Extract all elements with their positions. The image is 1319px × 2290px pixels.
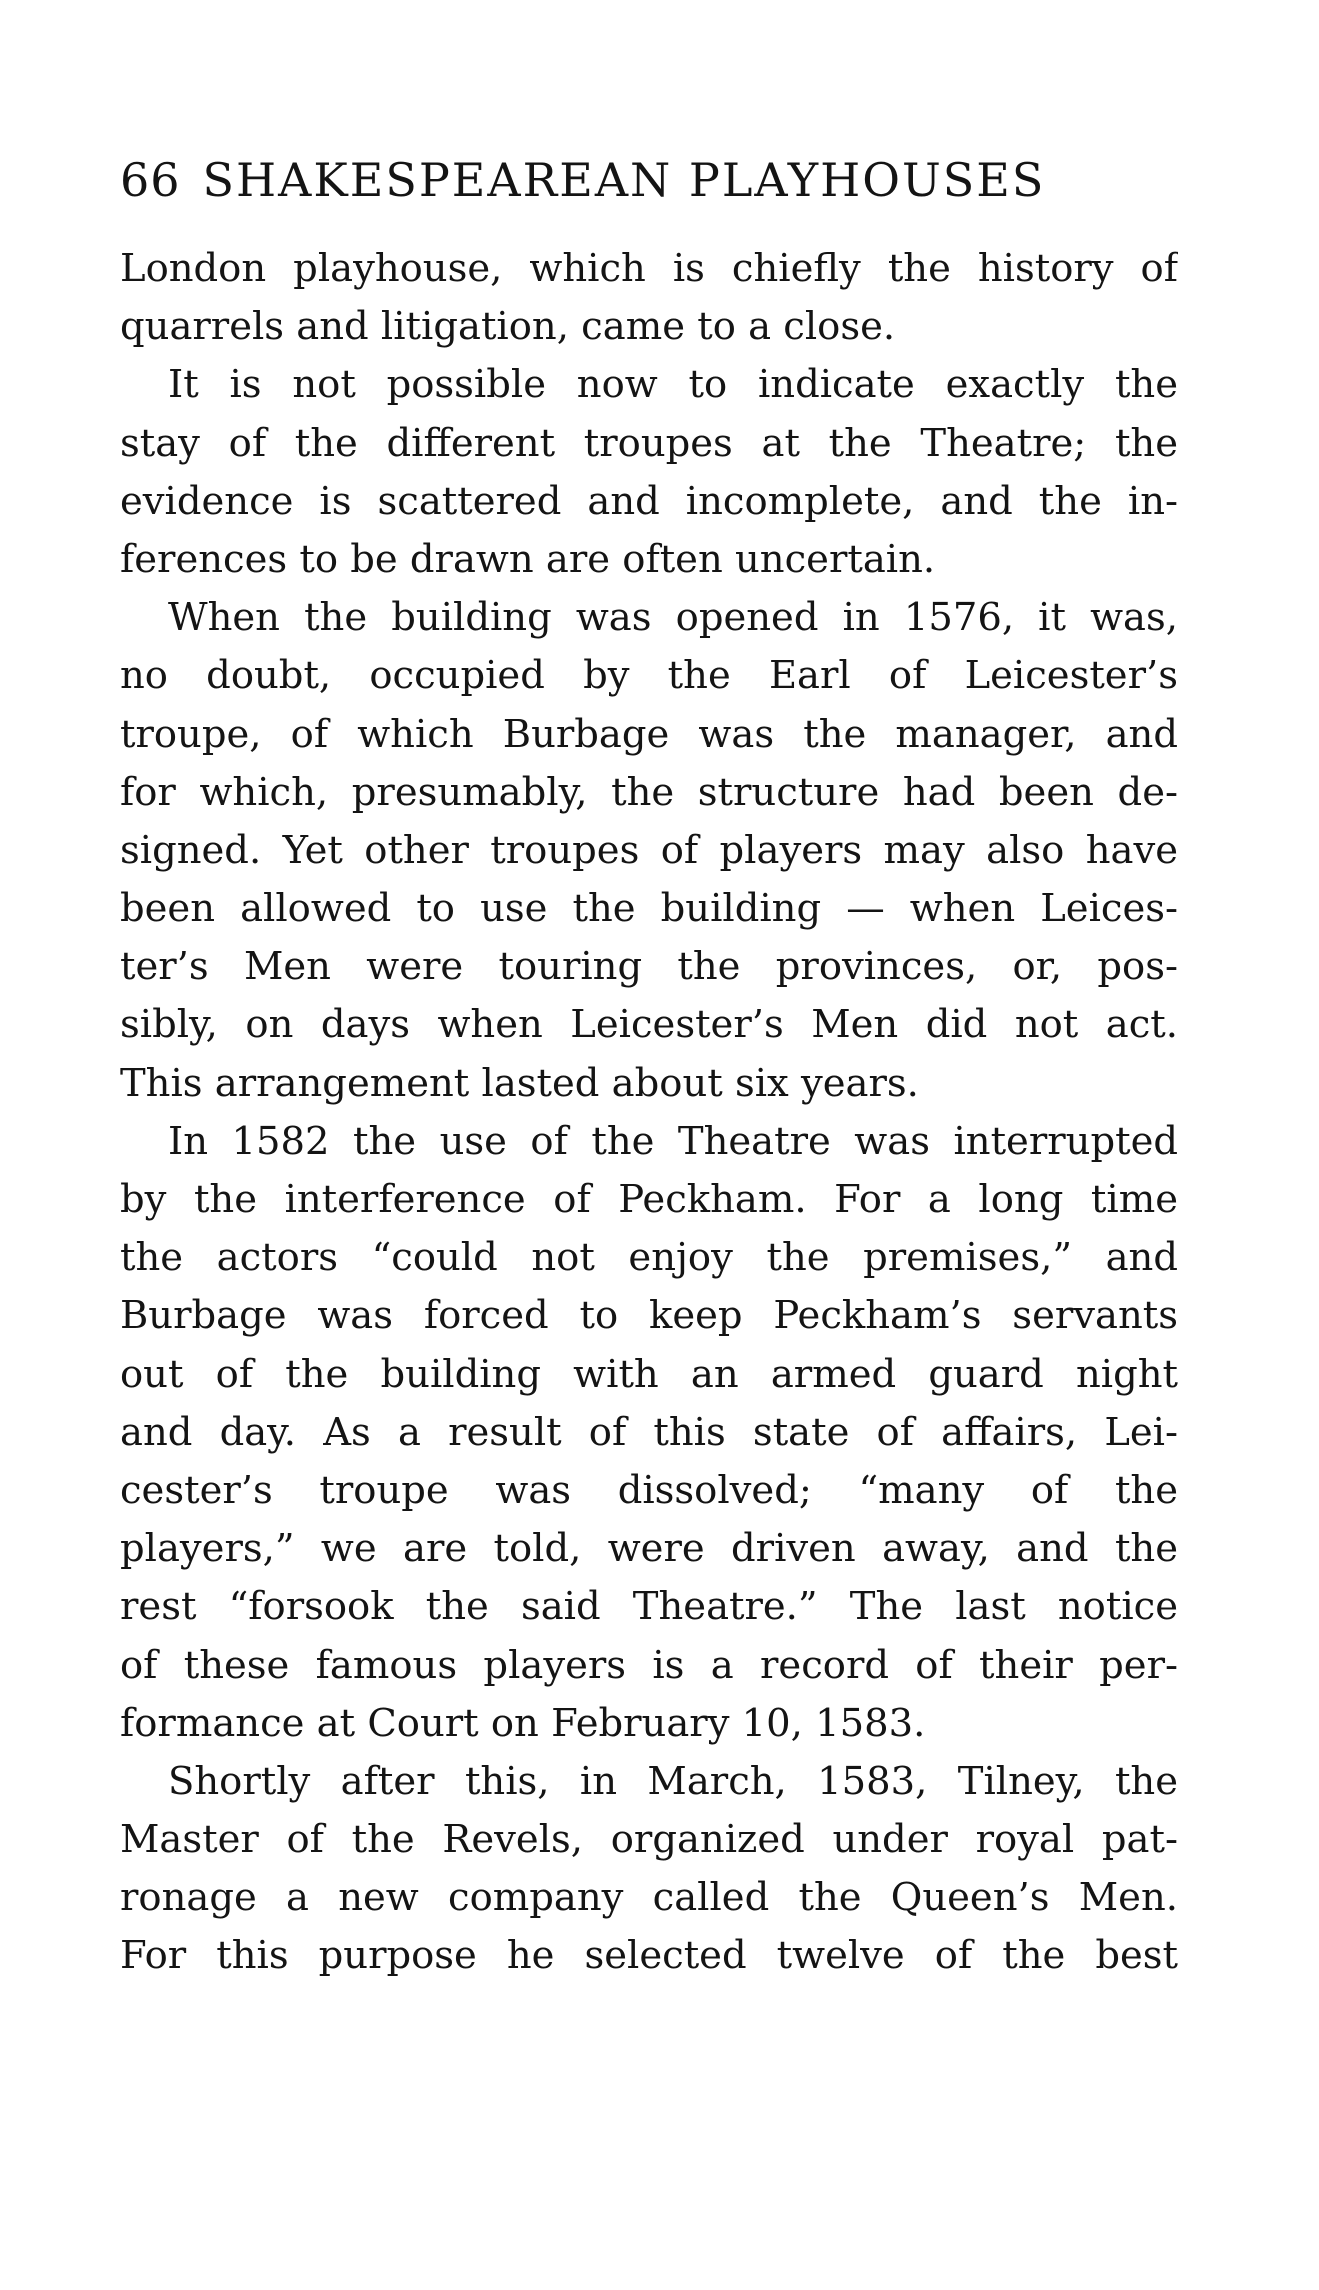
paragraph: [120, 356, 1178, 589]
text-line: It is not possible now to indicate exactly the: [168, 362, 1178, 408]
text-line: by the interference of Peckham. For a long time: [120, 1177, 1178, 1222]
text-line: no doubt, occupied by the Earl of Leicester’s: [120, 653, 1178, 699]
text-line: evidence is scattered and incomplete, and the in-: [120, 478, 1178, 524]
text-line: rest “forsook the said Theatre.” The last notice: [120, 1584, 1178, 1630]
paragraph: [120, 240, 1178, 356]
paragraph: [120, 589, 1178, 1113]
text-line: In 1582 the use of the Theatre was interrupted: [168, 1118, 1178, 1164]
text-line: signed. Yet other troupes of players may also have: [120, 827, 1178, 873]
text-line: out of the building with an armed guard night: [120, 1351, 1178, 1397]
text-line: for which, presumably, the structure had been de-: [120, 769, 1178, 815]
text-line: the actors “could not enjoy the premises,” and: [120, 1235, 1178, 1281]
text-line: ferences to be drawn are often uncertain.: [120, 536, 936, 582]
running-head: SHAKESPEAREAN PLAYHOUSES: [202, 153, 1046, 207]
text-line: sibly, on days when Leicester’s Men did not act.: [120, 1002, 1178, 1048]
page-header: [120, 150, 1170, 210]
text-line: troupe, of which Burbage was the manager, and: [120, 711, 1178, 757]
text-line: This arrangement lasted about six years.: [120, 1060, 919, 1106]
text-line: ter’s Men were touring the provinces, or, pos-: [120, 944, 1178, 990]
text-line: formance at Court on February 10, 1583.: [120, 1700, 926, 1746]
text-line: For this purpose he selected twelve of the best: [120, 1933, 1178, 1979]
text-line: of these famous players is a record of their per-: [120, 1642, 1178, 1688]
text-line: quarrels and litigation, came to a close.: [120, 304, 896, 350]
body-text: [120, 240, 1178, 1986]
text-line: Master of the Revels, organized under royal pat-: [120, 1817, 1178, 1863]
text-line: London playhouse, which is chiefly the history of: [120, 246, 1178, 291]
paragraph: [120, 1753, 1178, 1986]
text-line: Shortly after this, in March, 1583, Tilney, the: [168, 1758, 1178, 1804]
paragraph: [120, 1113, 1178, 1753]
text-line: and day. As a result of this state of affairs, Lei-: [120, 1409, 1178, 1455]
text-line: been allowed to use the building — when Leices-: [120, 886, 1178, 932]
text-line: stay of the different troupes at the Theatre; the: [120, 420, 1178, 466]
text-line: When the building was opened in 1576, it was,: [168, 595, 1178, 641]
text-line: cester’s troupe was dissolved; “many of the: [120, 1467, 1178, 1513]
text-line: Burbage was forced to keep Peckham’s servants: [120, 1293, 1178, 1339]
text-line: players,” we are told, were driven away, and the: [120, 1526, 1178, 1572]
page-number: 66: [120, 153, 181, 207]
text-line: ronage a new company called the Queen’s Men.: [120, 1875, 1178, 1921]
